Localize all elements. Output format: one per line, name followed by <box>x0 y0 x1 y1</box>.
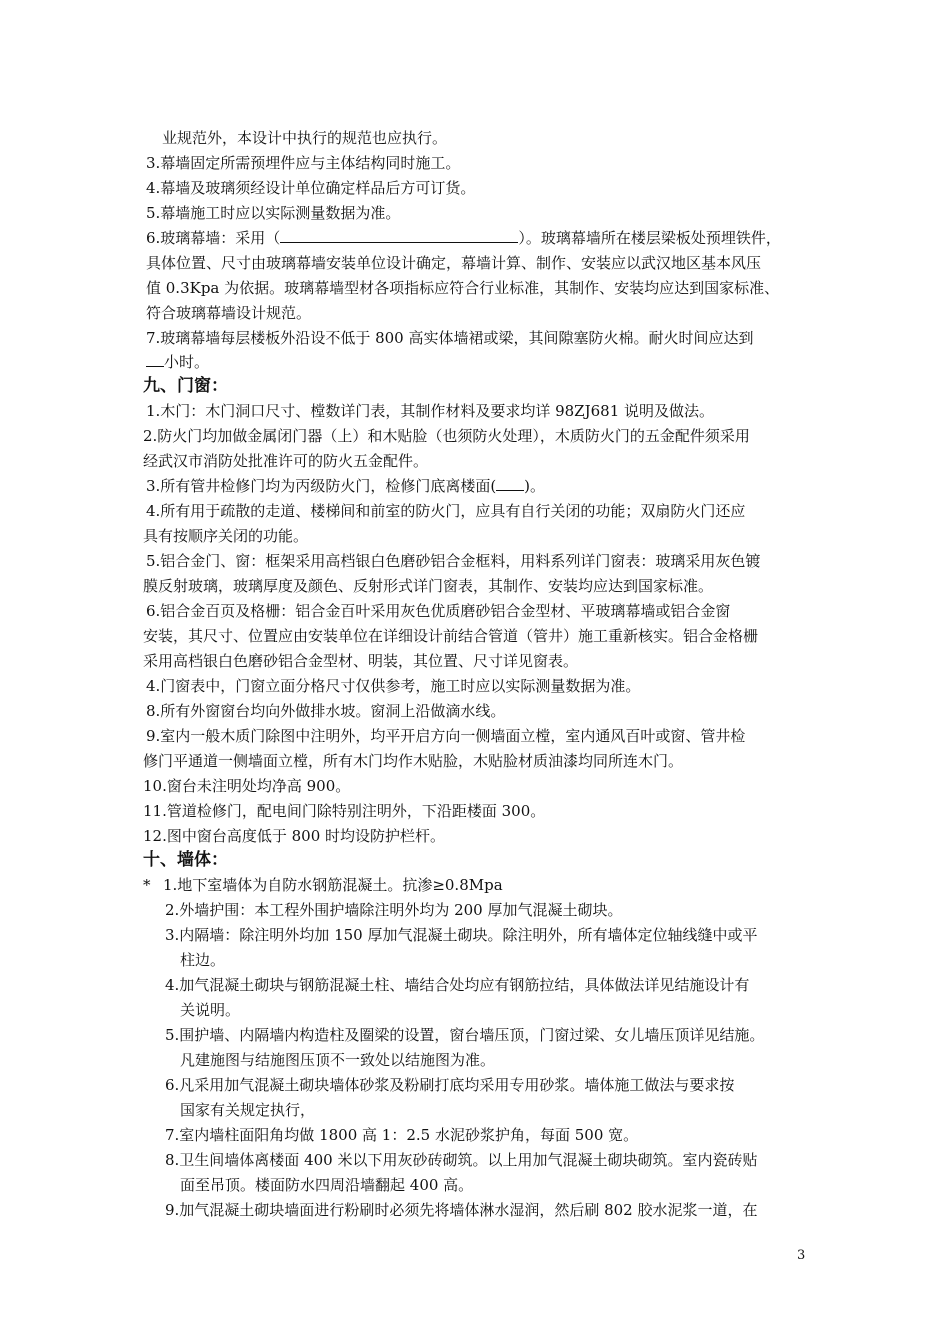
s8-item-5: 5.幕墙施工时应以实际测量数据为准。 <box>146 204 401 222</box>
s10-item-6: 6.凡采用加气混凝土砌块墙体砂浆及粉刷打底均采用专用砂浆。墙体施工做法与要求按 <box>165 1076 735 1094</box>
asterisk-mark: * <box>143 876 151 894</box>
s8-line-8: 符合玻璃幕墙设计规范。 <box>146 304 312 322</box>
s9-item-9: 9.室内一般木质门除图中注明外，均平开启方向一侧墙面立樘，室内通风百叶或窗、管井检 <box>146 727 746 745</box>
s8-item-3: 3.幕墙固定所需预埋件应与主体结构同时施工。 <box>146 154 461 172</box>
section-heading-doors-windows: 九、门窗： <box>143 376 228 396</box>
fill-in-blank <box>496 476 524 491</box>
s9-item-1: 1.木门：木门洞口尺寸、樘数详门表，其制作材料及要求均详 98ZJ681 说明及做法。 <box>146 402 715 420</box>
s9-line-3: 经武汉市消防处批准许可的防火五金配件。 <box>143 452 429 470</box>
s9-line-6: 具有按顺序关闭的功能。 <box>143 527 309 545</box>
s8-item-6-text-a: 6.玻璃幕墙：采用（ <box>146 229 281 247</box>
s10-item-7: 7.室内墙柱面阳角均做 1800 高 1：2.5 水泥砂浆护角，每面 500 宽。 <box>165 1126 639 1144</box>
s9-line-8: 膜反射玻璃，玻璃厚度及颜色、反射形式详门窗表，其制作、安装均应达到国家标准。 <box>143 577 714 595</box>
s10-item-4: 4.加气混凝土砌块与钢筋混凝土柱、墙结合处均应有钢筋拉结，具体做法详见结施设计有 <box>165 976 750 994</box>
s9-item-3 <box>146 476 545 496</box>
s8-line-10 <box>146 352 209 372</box>
s9-item-5: 5.铝合金门、窗：框架采用高档银白色磨砂铝合金框料，用料系列详门窗表：玻璃采用灰色镀 <box>146 552 761 570</box>
s10-line-4: 柱边。 <box>180 951 226 969</box>
s10-item-5: 5.围护墙、内隔墙内构造柱及圈梁的设置，窗台墙压顶，门窗过梁、女儿墙压顶详见结施。 <box>165 1026 765 1044</box>
s8-item-6 <box>146 228 781 248</box>
s8-line-6: 具体位置、尺寸由玻璃幕墙安装单位设计确定，幕墙计算、制作、安装应以武汉地区基本风压 <box>146 254 762 272</box>
s9-line-10: 安装，其尺寸、位置应由安装单位在详细设计前结合管道（管井）施工重新核实。铝合金格栅 <box>143 627 759 645</box>
s10-item-9: 9.加气混凝土砌块墙面进行粉刷时必须先将墙体淋水湿润，然后刷 802 胶水泥浆一道，在 <box>165 1201 758 1219</box>
s9-item-4b: 4.门窗表中，门窗立面分格尺寸仅供参考，施工时应以实际测量数据为准。 <box>146 677 641 695</box>
s9-item-2: 2.防火门均加做金属闭门器（上）和木贴脸（也须防火处理），木质防火门的五金配件须采用 <box>143 427 750 445</box>
s8-item-7: 7.玻璃幕墙每层楼板外沿设不低于 800 高实体墙裙或梁，其间隙塞防火棉。耐火时间应达到 <box>146 329 754 347</box>
s8-line-1: 业规范外，本设计中执行的规范也应执行。 <box>162 129 448 147</box>
s10-item-2: 2.外墙护围：本工程外围护墙除注明外均为 200 厚加气混凝土砌块。 <box>165 901 623 919</box>
s8-item-6-text-b: ）。玻璃幕墙所在楼层梁板处预埋铁件， <box>518 229 781 247</box>
fill-in-blank <box>280 228 518 243</box>
s10-line-13: 面至吊顶。楼面防水四周沿墙翻起 400 高。 <box>180 1176 474 1194</box>
s9-line-11: 采用高档银白色磨砂铝合金型材、明装，其位置、尺寸详见窗表。 <box>143 652 579 670</box>
section-heading-walls: 十、墙体： <box>143 850 228 870</box>
s9-item-4: 4.所有用于疏散的走道、楼梯间和前室的防火门，应具有自行关闭的功能；双扇防火门还应 <box>146 502 746 520</box>
s10-line-8: 凡建施图与结施图压顶不一致处以结施图为准。 <box>180 1051 496 1069</box>
s9-line-15: 修门平通道一侧墙面立樘，所有木门均作木贴脸，木贴脸材质油漆均同所连木门。 <box>143 752 684 770</box>
s10-line-10: 国家有关规定执行， <box>180 1101 316 1119</box>
page-number: 3 <box>797 1248 806 1263</box>
s10-line-6: 关说明。 <box>180 1001 241 1019</box>
s9-item-3-text-a: 3.所有管井检修门均为丙级防火门，检修门底离楼面( <box>146 477 497 495</box>
s8-line-7: 值 0.3Kpa 为依据。玻璃幕墙型材各项指标应符合行业标准，其制作、安装均应达到国家标准、 <box>146 279 780 297</box>
s9-item-8: 8.所有外窗窗台均向外做排水坡。窗洞上沿做滴水线。 <box>146 702 506 720</box>
fill-in-blank <box>146 352 164 367</box>
s8-line-10-text: 小时。 <box>164 353 210 371</box>
s9-item-3-text-b: )。 <box>524 477 546 495</box>
s9-item-11: 11.管道检修门，配电间门除特别注明外，下沿距楼面 300。 <box>143 802 546 820</box>
s9-item-12: 12.图中窗台高度低于 800 时均设防护栏杆。 <box>143 827 446 845</box>
s9-item-6: 6.铝合金百页及格栅：铝合金百叶采用灰色优质磨砂铝合金型材、平玻璃幕墙或铝合金窗 <box>146 602 731 620</box>
s8-item-4: 4.幕墙及玻璃须经设计单位确定样品后方可订货。 <box>146 179 476 197</box>
s10-item-3: 3.内隔墙：除注明外均加 150 厚加气混凝土砌块。除注明外，所有墙体定位轴线缝中或平 <box>165 926 758 944</box>
s10-item-1: 1.地下室墙体为自防水钢筋混凝土。抗渗≥0.8Mpa <box>163 876 503 894</box>
s9-item-10: 10.窗台未注明处均净高 900。 <box>143 777 351 795</box>
s10-item-8: 8.卫生间墙体离楼面 400 米以下用灰砂砖砌筑。以上用加气混凝土砌块砌筑。室内瓷砖贴 <box>165 1151 758 1169</box>
